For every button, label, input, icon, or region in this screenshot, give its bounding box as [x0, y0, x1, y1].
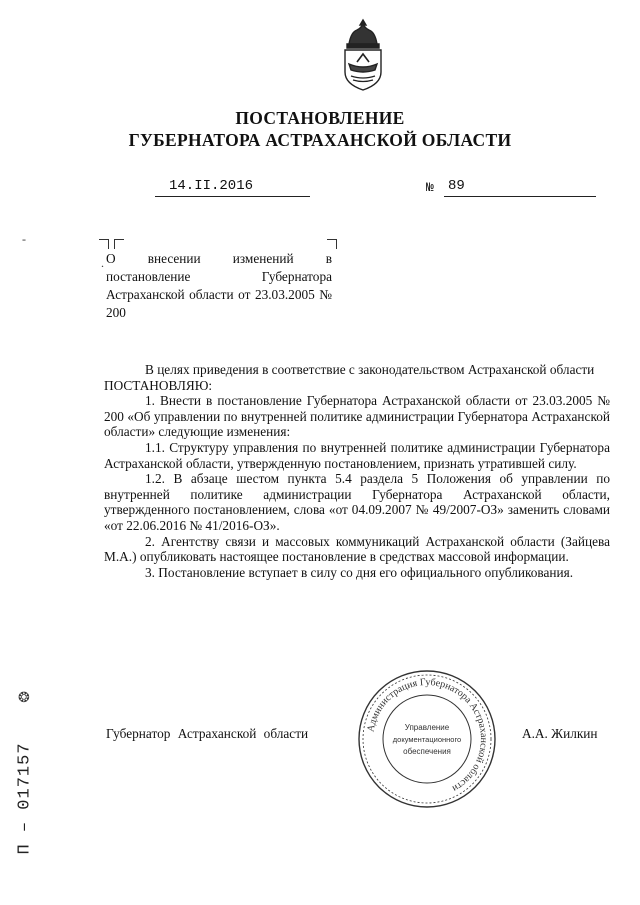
paragraph-1-1: 1.1. Структуру управления по внутренней политике администрации Губернатора Астраханской области, утвержденную постановлением, признать утратившей силу. — [104, 439, 610, 471]
seal-inner-line1: Управление — [404, 723, 450, 732]
corner-mark — [99, 239, 109, 249]
official-seal-icon — [356, 668, 498, 810]
decree-word: ПОСТАНОВЛЯЮ: — [104, 377, 213, 393]
margin-tick: - — [22, 232, 26, 246]
seal-outer-text: Администрация Губернатора Астраханской области — [365, 676, 490, 795]
date-field — [155, 178, 310, 197]
paragraph-1: 1. Внести в постановление Губернатора Астраханской области от 23.03.2005 № 200 «Об управлении по внутренней политике администрации Губернатора Астраханской области» следующие изменения: — [104, 393, 610, 440]
signatory-position: Губернатор Астраханской области — [106, 726, 309, 741]
side-serial-number: П – 017157 — [15, 742, 35, 855]
document-number: 89 — [448, 178, 465, 194]
corner-mark — [327, 239, 337, 249]
paragraph-3: 3. Постановление вступает в силу со дня его официального опубликования. — [145, 564, 574, 580]
number-field — [444, 178, 596, 197]
preamble-paragraph: В целях приведения в соответствие с законодательством Астраханской области — [145, 362, 595, 377]
paragraph-1-2: 1.2. В абзаце шестом пункта 5.4 раздела 5 Положения об управлении по внутренней политике администрации Губернатора Астраханской области, утвержденного постановлением, слова «от 04.09.2007 № 49/2007-ОЗ» заменить словами «от 22.06.2016 № 41/2016-ОЗ». — [104, 471, 610, 533]
document-date: 14.II.2016 — [169, 178, 254, 194]
document-title: ПОСТАНОВЛЕНИЕ — [235, 108, 405, 128]
signatory-name: А.А. Жилкин — [522, 726, 598, 741]
document-subject: О внесении изменений в постановление Губернатора Астраханской области от 23.03.2005 № 200 — [106, 251, 332, 320]
paragraph-2: 2. Агентству связи и массовых коммуникаций Астраханской области (Зайцева М.А.) опубликовать настоящее постановление в средствах массовой информации. — [104, 533, 610, 565]
seal-inner-line2: документационного — [392, 735, 462, 744]
coat-of-arms-icon — [335, 18, 391, 94]
number-label: № — [426, 180, 434, 195]
seal-inner-line3: обеспечения — [403, 747, 451, 756]
document-body — [104, 362, 610, 580]
side-ornament: ❂ — [18, 691, 30, 706]
corner-mark — [114, 239, 124, 249]
document-title-issuer: ГУБЕРНАТОРА АСТРАХАНСКОЙ ОБЛАСТИ — [128, 130, 512, 150]
margin-dot: . — [101, 256, 104, 270]
